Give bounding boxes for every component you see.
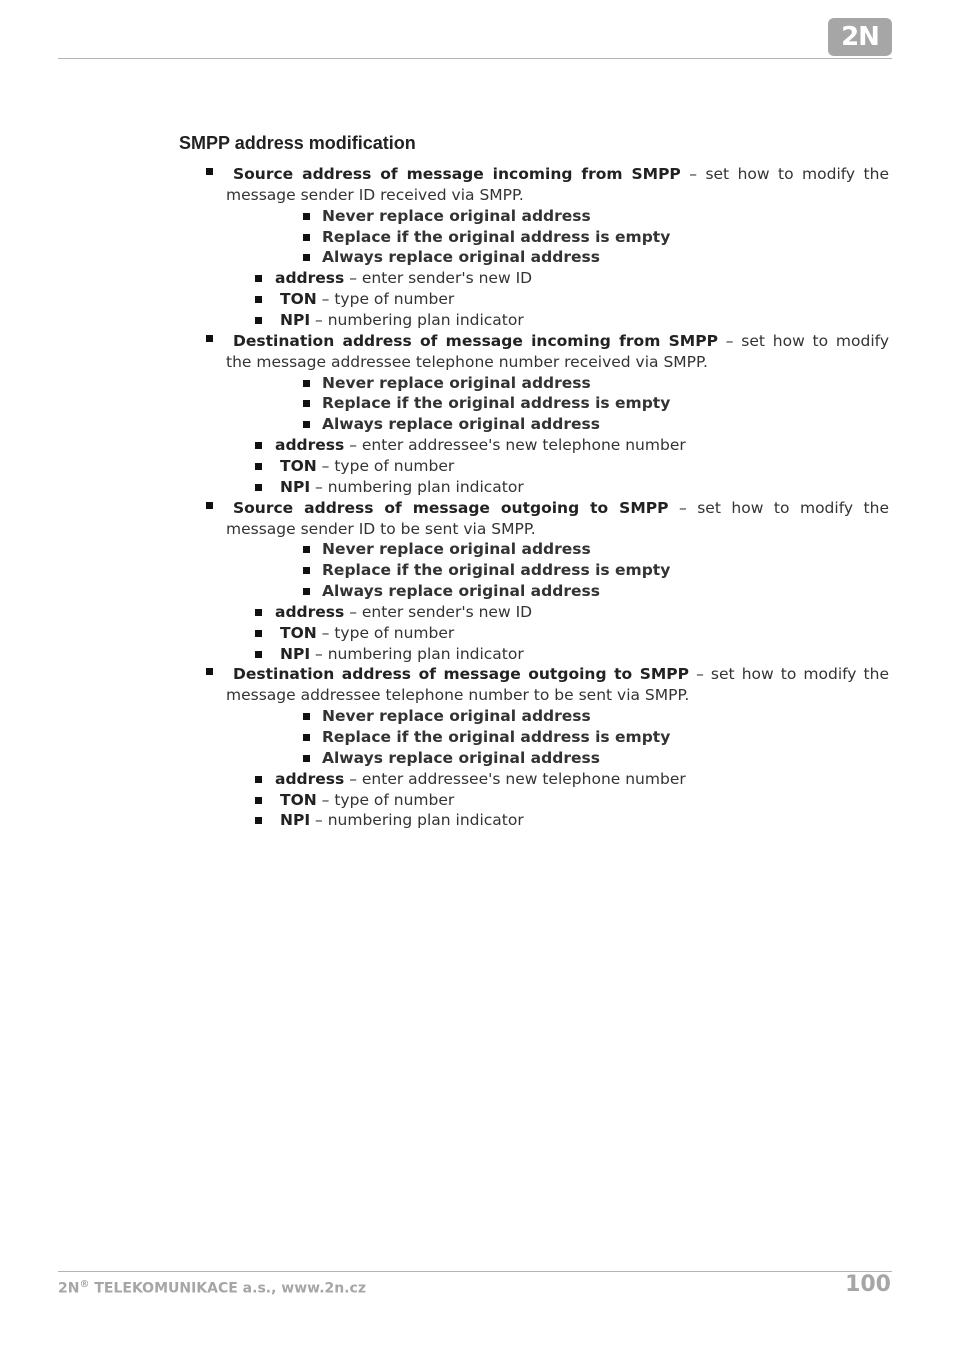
group-desc: – set how to modify the bbox=[696, 665, 889, 684]
option-item bbox=[322, 247, 600, 268]
option-item bbox=[322, 706, 591, 727]
field-desc: – type of number bbox=[321, 290, 455, 309]
group-line bbox=[233, 664, 889, 685]
group-desc: – set how to modify the bbox=[689, 165, 889, 183]
bullet-square bbox=[255, 630, 262, 637]
field-term: NPI bbox=[280, 811, 311, 830]
group-item bbox=[226, 664, 889, 706]
option-label: Replace if the original address is empty bbox=[322, 394, 671, 413]
option-label: Replace if the original address is empty bbox=[322, 561, 671, 580]
bullet-square bbox=[255, 296, 262, 303]
option-item bbox=[322, 539, 591, 560]
field-item bbox=[280, 477, 524, 498]
group-desc-cont: message sender ID to be sent via SMPP. bbox=[226, 519, 536, 538]
bullet-square bbox=[206, 168, 213, 175]
bullet-square bbox=[303, 421, 310, 428]
field-term: address bbox=[275, 602, 345, 621]
group-line bbox=[233, 331, 889, 352]
option-label: Always replace original address bbox=[322, 748, 600, 767]
field-desc: – numbering plan indicator bbox=[315, 644, 524, 663]
bullet-square bbox=[303, 380, 310, 387]
field-item bbox=[275, 435, 686, 456]
field-desc: – enter sender's new ID bbox=[349, 602, 533, 621]
field-term: address bbox=[275, 769, 345, 788]
field-desc: – type of number bbox=[321, 623, 455, 642]
bullet-square bbox=[303, 254, 310, 261]
option-item bbox=[322, 373, 591, 394]
field-desc: – type of number bbox=[321, 790, 455, 809]
field-item bbox=[280, 790, 454, 811]
field-item bbox=[275, 602, 532, 623]
option-item bbox=[322, 414, 600, 435]
bullet-square bbox=[303, 713, 310, 720]
field-desc: – numbering plan indicator bbox=[315, 811, 524, 830]
field-desc: – enter sender's new ID bbox=[349, 269, 533, 288]
option-item bbox=[322, 581, 600, 602]
bullet-square bbox=[255, 317, 262, 324]
bullet-square bbox=[255, 651, 262, 658]
bullet-square bbox=[255, 275, 262, 282]
bullet-square bbox=[303, 400, 310, 407]
bullet-square bbox=[255, 776, 262, 783]
field-term: NPI bbox=[280, 310, 311, 329]
option-label: Always replace original address bbox=[322, 582, 600, 600]
group-line bbox=[233, 498, 889, 519]
field-desc: – type of number bbox=[321, 456, 455, 475]
section-title: SMPP address modification bbox=[179, 133, 416, 153]
group-line bbox=[233, 164, 889, 185]
option-label: Replace if the original address is empty bbox=[322, 227, 671, 246]
option-item bbox=[322, 727, 670, 748]
field-term: address bbox=[275, 269, 345, 288]
field-desc: – numbering plan indicator bbox=[315, 310, 524, 329]
2n-logo: 2N bbox=[828, 18, 892, 56]
group-desc-cont: message addressee telephone number to be sent via SMPP. bbox=[226, 686, 690, 705]
option-label: Always replace original address bbox=[322, 415, 600, 434]
group-term: Destination address of message incoming from SMPP bbox=[233, 331, 718, 350]
option-label: Never replace original address bbox=[322, 707, 591, 726]
bullet-square bbox=[255, 442, 262, 449]
footer-company-text: TELEKOMUNIKACE a.s., www.2n.cz bbox=[94, 1280, 366, 1297]
bullet-square bbox=[255, 797, 262, 804]
field-term: TON bbox=[280, 790, 317, 809]
group-item bbox=[226, 164, 889, 206]
bullet-square bbox=[206, 502, 213, 509]
bullet-square bbox=[206, 668, 213, 675]
field-item bbox=[280, 289, 454, 310]
field-desc: – enter addressee's new telephone number bbox=[349, 769, 686, 788]
field-term: NPI bbox=[280, 644, 311, 663]
option-label: Never replace original address bbox=[322, 540, 591, 559]
footer-company bbox=[58, 1279, 366, 1297]
group-term: Source address of message outgoing to SMPP bbox=[233, 498, 669, 517]
field-term: TON bbox=[280, 623, 317, 642]
option-label: Always replace original address bbox=[322, 248, 600, 267]
field-desc: – numbering plan indicator bbox=[315, 477, 524, 496]
option-item bbox=[322, 206, 591, 227]
bullet-square bbox=[303, 734, 310, 741]
field-term: NPI bbox=[280, 477, 311, 496]
field-term: TON bbox=[280, 456, 317, 475]
bullet-square bbox=[303, 588, 310, 595]
bullet-square bbox=[303, 234, 310, 241]
group-desc: – set how to modify the bbox=[678, 498, 889, 517]
registered-mark: ® bbox=[79, 1279, 90, 1290]
field-item bbox=[275, 268, 532, 289]
option-label: Never replace original address bbox=[322, 206, 591, 225]
group-item bbox=[226, 331, 889, 373]
page-number: 100 bbox=[845, 1272, 891, 1297]
field-item bbox=[275, 769, 686, 790]
group-desc-cont: message sender ID received via SMPP. bbox=[226, 186, 524, 204]
option-item bbox=[322, 393, 670, 414]
bullet-square bbox=[206, 335, 213, 342]
field-item bbox=[280, 810, 524, 831]
footer-rule bbox=[58, 1271, 892, 1272]
bullet-square bbox=[255, 463, 262, 470]
field-item bbox=[280, 644, 524, 665]
group-desc-cont: the message addressee telephone number received via SMPP. bbox=[226, 352, 708, 371]
bullet-square bbox=[303, 546, 310, 553]
header-rule bbox=[58, 58, 892, 59]
field-term: TON bbox=[280, 290, 317, 309]
field-desc: – enter addressee's new telephone number bbox=[349, 436, 686, 455]
group-term: Destination address of message outgoing to SMPP bbox=[233, 665, 689, 684]
field-item bbox=[280, 310, 524, 331]
bullet-square bbox=[303, 213, 310, 220]
footer-brand: 2N bbox=[58, 1280, 80, 1297]
group-item bbox=[226, 498, 889, 540]
bullet-square bbox=[303, 567, 310, 574]
group-desc: – set how to modify bbox=[725, 331, 889, 350]
field-item bbox=[280, 456, 454, 477]
bullet-square bbox=[255, 484, 262, 491]
option-label: Replace if the original address is empty bbox=[322, 727, 671, 746]
field-term: address bbox=[275, 436, 345, 455]
bullet-square bbox=[255, 609, 262, 616]
field-item bbox=[280, 623, 454, 644]
option-item bbox=[322, 748, 600, 769]
bullet-square bbox=[255, 817, 262, 824]
bullet-square bbox=[303, 755, 310, 762]
option-item bbox=[322, 560, 670, 581]
group-term: Source address of message incoming from SMPP bbox=[233, 165, 681, 183]
option-item bbox=[322, 227, 670, 248]
option-label: Never replace original address bbox=[322, 373, 591, 392]
